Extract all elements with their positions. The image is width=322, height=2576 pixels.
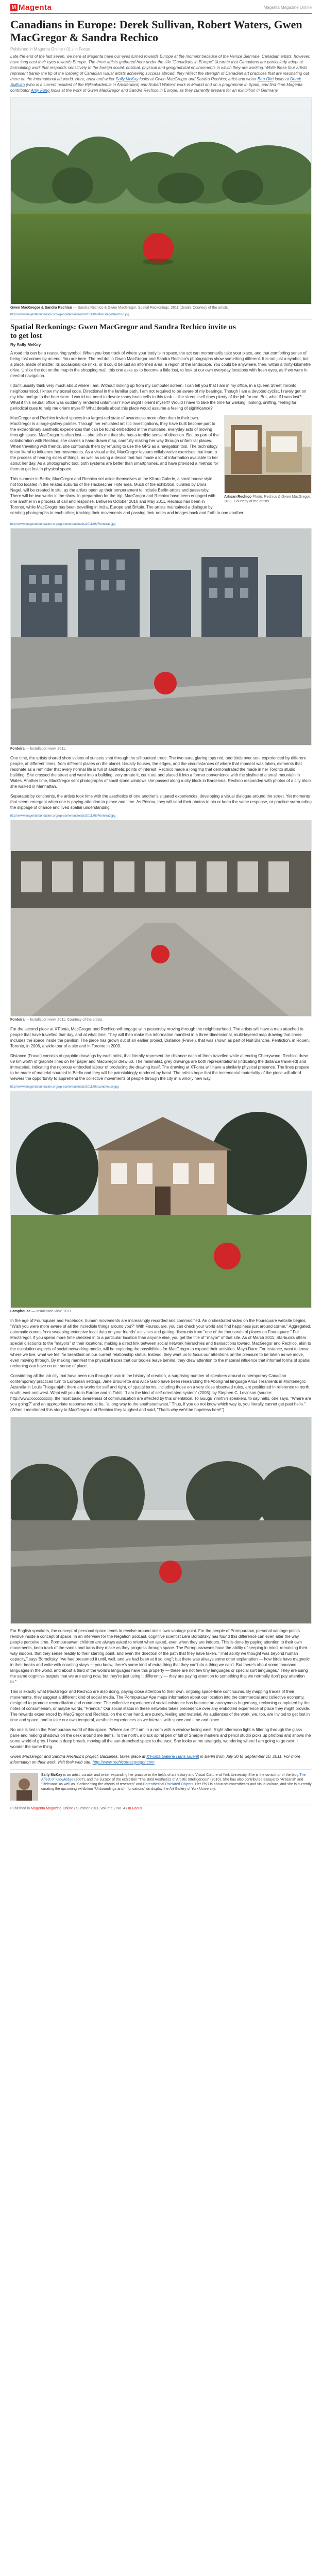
bio-link-pixelated[interactable]: Parenthetical Pixelated Objects	[143, 1783, 194, 1786]
brand-icon: M	[10, 4, 18, 11]
hero-caption-label: Gwen MacGregor & Sandra Rechico	[10, 306, 72, 310]
figure-3-image	[10, 820, 312, 1016]
paragraph: This is exactly what MacGregor and Rechico are also doing, paying close attention to their own, ongoing space-time continuums. By mapping traces of their movements, they suggest a different kind of social media. The Pormpuraaw Apa maps information about our location into the commercial and collective economy, designed to promote reconciliation and commerce. The collective experience of social existence has become an anonymous hegemony, reckoning completed by the notes of consumerism, or maybe words, "Friends." Our social status in these networks takes precedence over any embodied experience of place they might provide. The rewards experienced by MacGregor and Rechico, on the other hand, are purely, feeling and material. As audiences of the work, we, too, are invited to get lost in time and space, and to take our own temporal, aesthetic experiences as we interact with space and time and place.	[10, 1689, 310, 1722]
paragraph: No one is lost in the Pormpuraaw world of this space. "Where are I?" I am in a room with a window facing west. Right afternoon light is filtering through the glass pane and making shadows on the desk around me items. To the north, a black spiral pen of full of Sharpie markers and pencil studio picks up photons and shows me some world of grey. I have a deep breath, moving all the sun-drenched space to the east. She looks at me strangely, wondering where I am going to go next. I wonder the same thing.	[10, 1727, 311, 1749]
article-body-5	[10, 1628, 312, 1765]
paragraph: For the second piece at X'Fonta, MacGregor and Rechico will engage with passersby moving through the neighbourhood. The artists will have a map attached to people that have travelled that day, and at what time. They will then make this information manifest in a three-dimensional, multi-layered map drawing that cross-includes the space inside the pavilion. The piece has grown out of an earlier project, Distance (Fravel), that was shown as part of Nuit Blanche, Pentiction, in Rouen, Toronto, in 2006, a wide-tour of a site and in Toronto in 2009.	[10, 1027, 310, 1048]
article-body-4	[10, 1318, 312, 1413]
hero-image-url[interactable]: http://www.magentafoundation.org/wp-content/uploads/2011/06/MacGregorRechico.jpg	[10, 313, 129, 316]
paragraph: A road trip can be a reassuring symbol. When you lose track of where your body is in space, the act can momentarily take your place, and that comforting sense of being lost comes by on end. You are here. The red dot in Gwen MacGregor and Sandra Rechico's photographs show something different. It is not just a symbol, but a place, made of matter, its occasional ice rinks, or it could be just an informed area, a region of the landscape. You could be anywhere, then, within a thirty-kilometre drive. Unlike the dot on the map in the shopping mall, this one asks us to become a little lost, to look at our own everyday locations with fresh eyes, as if we were in need of navigation.	[10, 351, 311, 378]
closing-text: Gwen MacGregor and Sandra Rechico's project, Backlines, takes place at	[10, 1754, 146, 1759]
article-intro	[10, 54, 312, 93]
article-title: Canadians in Europe: Derek Sullivan, Robert Waters, Gwen MacGregor & Sandra Rechico	[10, 18, 302, 44]
masthead	[10, 1, 312, 14]
paragraph: One time, the artists shared short videos of sunsets shot through the silhouetted trees. The two sure, glaring tops red, and birds over sun, experienced by different people, at different times, from different places on the planet. Usually houses, the edges, and the circumstances of where that moment was taken, elements that resonate as a reminder that every normal life is full of aesthetic points of interest. Rechico made a long trip that demonstrated the made in her Toronto studio building. She crossed the street and went into a building, very ornate it, cut it out and placed it into a former convenience with the skyline of a small mountain in Wales. Another time, MacGregor sent photographs of small stone windows she passed along a city block in Barcelona. Rechico responded with photos of a city block she walked in Manhattan.	[10, 756, 312, 789]
figure-3-caption: Fonteira — Installation view, 2011. Courtesy of the artists.	[10, 1018, 104, 1022]
article-body-2	[10, 755, 312, 810]
side-image	[224, 415, 312, 494]
intro-link-ben-okri[interactable]: Ben Okri	[257, 77, 274, 81]
closing-site-link[interactable]: http://www.rechicomacgregor.com	[92, 1760, 155, 1765]
intro-text-5: looks at the work of Gwen MacGregor and Sandra Rechico in Europe, as they currently prepare for an exhibition in Germany.	[50, 88, 279, 93]
figure-2-caption-label: Fonteira	[10, 747, 25, 751]
author-bio	[10, 1769, 312, 1801]
intro-text: Late the end of the last seven, we here at Magenta have our eyes turned towards Europe at the moment because of the Venice Biennale. Canadian artists, however, have long cast their eyes towards Europe. The three artists gathered here under the title "Canadians in Europe" illustrate that Canadians are particularly adept at formulating work that responds sensitively to the foreign social, political, physical and geographical environments in which they are working. While these four artists represent barely the tip of the iceberg of Canadian visual artists achieving success abroad, they reflect the strength of Canadian art practices that are resonating out there on the international art world. Here, artist and writer	[10, 54, 311, 81]
bio-text-3: . Her PhD is about neuroaesthetics and visual culture, and she is currently curating the upcoming exhibition "Unboundings and Imbrications" on display the Art Gallery of York University.	[41, 1783, 312, 1791]
hero-image	[10, 97, 312, 304]
figure-2-graphic	[11, 529, 311, 745]
paragraph: In the age of Foursquare and Facebook, human movements are increasingly recorded and commodified. An orchestrated video on the Foursquare website begins, "Wish you were more aware of all the incredible things around you?" With Foursquare, you can check your world and find happiness just around corner." Aggregated, automatic comes from sweeping extensive local data on your friends' activities and getting discounts from "one of the thousands of places on Foursquare." For MacGregor, if you spend more time checked in to a particular location than anyone else, you get the title of "mayor" of that site. As of March 2011, Starbucks offers special discounts to the "mayors" of their locations, making a direct link between social network hierarchies and transactions toward. MacGregor and Rechico, akin to the escalation aspects of social networking media, will be exploring the possibilities for MacGregor to expand their activities. Mayo Darn: For instance, want to know where we live, what we feel for breakfast on our current relationship status. Instead, they want us to focus our attentions on the pleasure to be taken as we move, even moving through. By making manifest the physical traces that our bodies leave behind, they draw attention to the material influence that informal forms of spatial reckoning can have on our sense of place.	[10, 1318, 311, 1368]
brand-logo[interactable]	[10, 3, 52, 12]
figure-3-caption-label: Fonteira	[10, 1018, 25, 1022]
footer-link-in-focus[interactable]: In Focus	[128, 1807, 142, 1810]
figure-4-caption-text: Installation view, 2011.	[36, 1310, 73, 1313]
figure-4-caption: Lamphouse — Installation view, 2011.	[10, 1310, 73, 1313]
paragraph: Considering all the lab city that have been run through music in the history of creation, a surprising number of speakers around contemporary Canadian contemporary practices turn to European settings. Jane Brouillette and Alice Gallo have been researching the Aboriginal language Anus Treaments in Montenegro, Australia in Louis Thiagarajah; there are works for self and right, of spatial terms, including those on a very close observed rules, are positioned in reference to north, south, east and west. What will you do in Europe and in Tahiti. "I am the kind of self-orientated system" (2005), by Stephen C. Levinson (source: http://www.xxxxxxxxxx), the most basic awareness of communication are affected by this orientation. To Guugu Yimithirr speakers, to say hello, one says, "Where are you going?" and an appropriate response would be, "a long way to the southsouthwest." Thus, if you do not know which way is, you literally cannot get past hello." (When I mentioned this story to MacGregor and Rechico they laughed and said, "That's why we'd be hopeless here!")	[10, 1374, 311, 1412]
figure-2-caption: Fonteira — Installation view, 2011.	[10, 747, 66, 751]
figure-5-image	[10, 1417, 312, 1624]
figure-3-graphic	[11, 820, 311, 1016]
figure-4-caption-label: Lamphouse	[10, 1310, 31, 1313]
figure-3-url[interactable]: http://www.magentafoundation.org/wp-content/uploads/2011/06/Fonteira2.jpg	[10, 815, 116, 818]
masthead-tagline: Magenta Magazine Online	[263, 5, 312, 10]
figure-3-caption-text: Installation view, 2011. Courtesy of the artists.	[30, 1018, 104, 1022]
intro-text-2: looks at Gwen MacGregor and Sandra Rechico; artist and writer	[139, 77, 257, 81]
page-footer	[10, 1805, 312, 1810]
closing-venue-link[interactable]: X'Fonta Galerie Hans Guenlt	[146, 1754, 199, 1759]
side-caption-text: Photo: Rechico & Gwen MacGregor, 2011. Courtesy of the artists.	[224, 495, 311, 503]
closing-note	[10, 1754, 312, 1765]
hero-caption: Gwen MacGregor & Sandra Rechico — Sandra Rechico & Gwen MacGregor, Spatial Reckonings, 2011 (detail). Courtesy of the artists.	[10, 306, 229, 310]
intro-link-sally-mckay[interactable]: Sally McKay	[115, 77, 139, 81]
figure-4-graphic	[11, 1091, 311, 1308]
author-avatar	[10, 1773, 38, 1801]
bio-link-blog[interactable]: The Affect of Knowledge	[41, 1773, 306, 1782]
paragraph: MacGregor and Rechico invited spaces in a largesized state of awareness more often than in their own. MacGregor is a large-gallery painter. Through her emulated artistic investigations, they have built become part to the extraordinary aesthetic experiences that can be found embedded in the mundane, everyday acts of moving through space. MacGregor is often lost — she tells me that she has a terrible sense of direction. But, as part of the collaboration with Rechico, she carries a hand-drawn map, carefully making her way through unfamiliar places. When travelling with friends, she confounds them by refusing to use the GPS as a navigation tool. The technology is too literal to influence her movements. As a visual artist, MacGregor favours collaborative exercises that lead to the process of hearing sides of things, as well as using a device that has made a lot of information available to her about her day. As a photographic tool, both systems are better than smartphones, and have provided a method for them to get lost in physical space.	[10, 416, 219, 471]
side-caption-label: Artisan Rechico	[224, 495, 252, 499]
figure-5-graphic	[11, 1417, 311, 1623]
footer-prefix: Published in	[10, 1807, 30, 1810]
author-photo-graphic	[10, 1773, 38, 1801]
side-figure	[224, 415, 312, 504]
article-body-3	[10, 1026, 312, 1081]
paragraph: This summer in Berlin, MacGregor and Rechico set aside themselves at the Kfraro Galerie, a small house style not too located in the related suburbs of the Hackescher Höfe area. Much of the exhibition, curated by Doris Nagel, will be created in situ, as the artists open up their temperament to include Berlin artists and passersby. There will be two works in the show. In preparation for the trip, MacGregor and Rechico have been engaged with one another in a process of call and response. Between October 2010 and May 2011, Rechico has been in Toronto, while MacGregor has been travelling in India, Europe and Britain. The artists maintained a dialogue by sending photographs to each other, tracking their movements and passing their notes and images back and forth to one another.	[10, 477, 245, 515]
side-photo-graphic	[225, 416, 311, 493]
author-bio-text	[10, 1773, 312, 1791]
brand-name: Magenta	[19, 3, 52, 12]
published-line: Published in Magenta Online / 01 / in Focus	[10, 47, 90, 52]
side-caption	[224, 495, 312, 504]
figure-2-url[interactable]: http://www.magentafoundation.org/wp-content/uploads/2011/06/Fonteira1.jpg	[10, 523, 116, 526]
paragraph: Separated by continents, the artists took time with the aesthetics of one another's situated experiences, developing a visual dialogue around the street. Yet moments that seem emergent when one is paying attention to peace and time. As Prisma, they will send their photos to pin or keep the same response, or practice surrounding the slippage of chance and lived spatial understanding.	[10, 794, 312, 810]
footer-mid: / Summer 2011, Volume 2 No. 4 /	[74, 1807, 127, 1810]
paragraph: I don't usually think very much about where I am. Without looking up from my computer screen, I can tell you that I am in my office, in a Queen Street Toronto neighbourhood. I know my postal code. Directional in the familiar path, I am not required to be aware of my bearings. Though I am a devoted cyclist, I rarely get on my bike and go to the beer store. I would not need to devote many brain cells to this task — the street itself does plenty of the job for me. But, what if I was lost? What if this neutral office was suddenly rendered unfamiliar? How might I orient myself? Would I have to take the time for walking, looking, sniffing, feeling for periodical cues to help me orient myself? What details about this place would assume a feeling of significance?	[10, 383, 307, 411]
footer-link-magazine[interactable]: Magenta Magazine Online	[31, 1807, 73, 1810]
intro-link-amy-fung[interactable]: Amy Fung	[30, 88, 50, 93]
bio-text-2: (2007), and the curator of the exhibition "The Bold Aesthetics of Artistic Intelligences" (2010). She has also contributed essays to "Artisanal" and "Relevant" as well as "Sedimenting the affects of research" and	[41, 1778, 303, 1786]
figure-2-caption-text: Installation view, 2011.	[30, 747, 66, 751]
article-body	[10, 350, 312, 520]
figure-4-url[interactable]: http://www.magentafoundation.org/wp-content/uploads/2011/06/Lamphouse.jpg	[10, 1086, 119, 1089]
closing-text-2: in Berlin from July 30 to September 10, 2011. For more information on their work, visit their web site:	[10, 1754, 301, 1765]
paragraph: Distance (Fravel) consists of graphite drawings by each artist, that literally represent the distance each of them travelled while attending Cherrywood. Rechico drew 69 km worth of graphite lines on her paper and MacGregor drew 60. The minimalist, grey drawings are both representational (indicating the distance travelled) and immaterial, indicating the rigorous embodied labour of producing the drawing itself. The drawing at X'Fonta will have a similarly physical presence. The lines prepare to be made of material sourced in Berlin and they will be painstakingly rendered by hand. The artists hope that the incremental materiality of the piece will afford viewers the opportunity to apprehend the collective movements of people through the city in a wholly new way.	[10, 1054, 310, 1081]
divider	[10, 319, 312, 320]
figure-2-image	[10, 528, 312, 745]
page	[10, 0, 312, 1810]
intro-link-derek-sullivan[interactable]: Derek Sullivan	[10, 77, 301, 87]
intro-text-3: looks at	[275, 77, 289, 81]
author-name: Sally McKay	[41, 1773, 62, 1777]
bio-text: is an artist, curator and writer expanding her practice in the fields of art history and Visual Culture at York University. She is the co-author of the blog	[63, 1773, 299, 1777]
byline: By Sally McKay	[10, 343, 41, 347]
figure-4-image	[10, 1091, 312, 1308]
hero-photo-graphic	[11, 98, 311, 304]
section-heading: Spatial Reckonings: Gwen MacGregor and Sandra Rechico invite us to get lost	[10, 323, 236, 340]
intro-text-4: (who is a current resident of the Rijksakademie in Amsterdam) and Robert Waters' work in Madrid and on a programme in Spain; and first-time Magenta contributor	[10, 82, 303, 93]
hero-caption-text: Sandra Rechico & Gwen MacGregor, Spatial Reckonings, 2011 (detail). Courtesy of the artists.	[77, 306, 229, 310]
paragraph: For English speakers, the concept of personal space tends to revolve around one's own vantage point. For the people of Pormpuraaw, personal vantage points revolve inside a concept of space. In an interview for the Negation podcast, cognitive scientist Lera Boroditsky has found this difference can even alter the way people perceive time. Pormpuraawan children are always asked to orient when asked, even when they are indoors. This is done by paying attention to their own movements, keep track of the sands and turns they make as they progress through space. The Pormpuraawans have the ability of keeping in mind, remaining their way indoors, that they sense readily to their starting point, and even the direction of the path that they have taken. "That ability we thought was beyond human capacity," says Boroditsky, "we had presumed it until, well, and we had been at it so long"; but there was always some other explanation — how birds have magnetic in their beaks and write with counting stays — you know, there's some kind of extra thing that they can't do a thing we can't. But there's about some thousand languages in the world, and about a third of the world's languages have this property — these are not few tiny languages or special sort languages." They are using the same cognitive outputs that we are using now, but they're just using it differently — they are paying attention to something that we normally don't pay attention to."	[10, 1629, 310, 1684]
